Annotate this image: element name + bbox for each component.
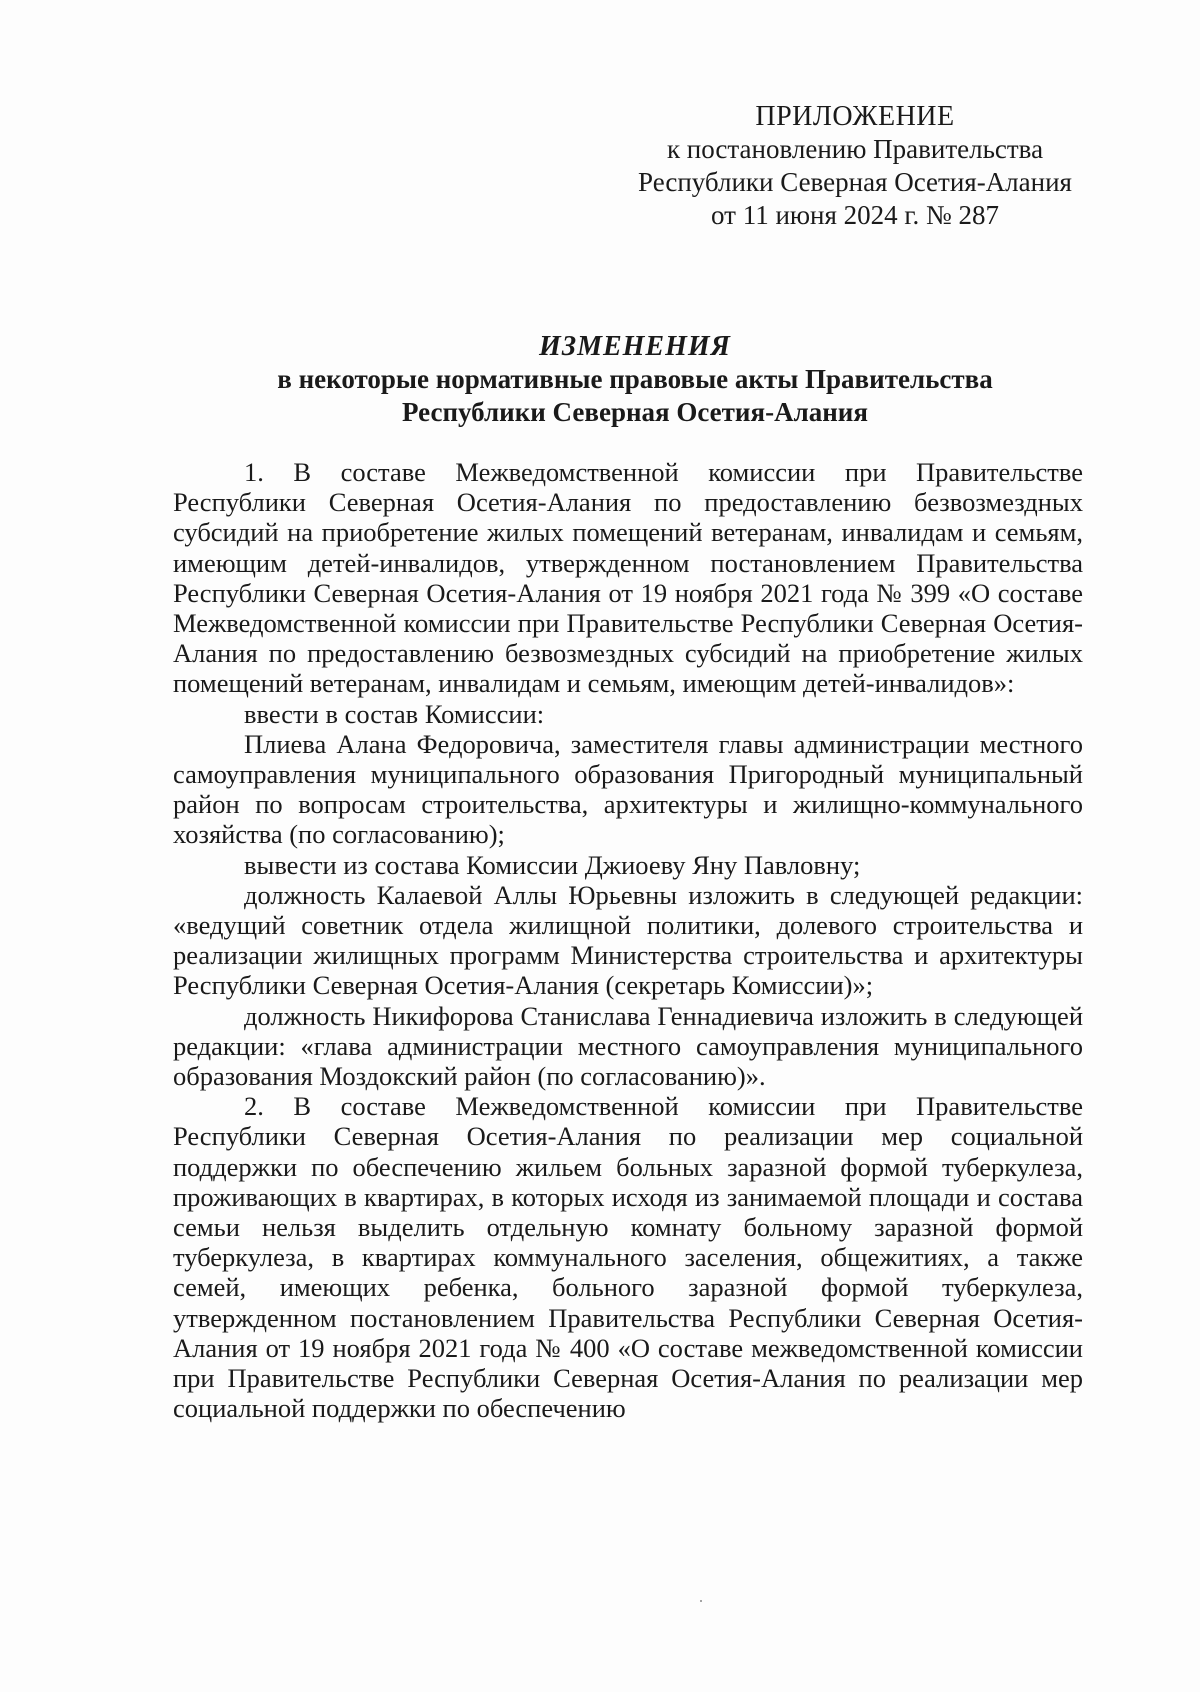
appendix-line-1: к постановлению Правительства xyxy=(666,134,1044,164)
paragraph-pliev: Плиева Алана Федоровича, заместителя главы администрации местного самоуправления муниципального образования Пригородный муниципальный район по вопросам строительства, архитектуры и жилищно-коммунального хозяйства (по согласованию); xyxy=(173,728,1083,850)
document-body xyxy=(173,457,1083,1424)
paragraph-item-1: 1. В составе Межведомственной комиссии при Правительстве Республики Северная Осетия-Алания по предоставлению безвозмездных субсидий на приобретение жилых помещений ветеранам, инвалидам и семьям, имеющим детей-инвалидов, утвержденном постановлением Правительства Республики Северная Осетия-Алания от 19 ноября 2021 года № 399 «О составе Межведомственной комиссии при Правительстве Республики Северная Осетия-Алания по предоставлению безвозмездных субсидий на приобретение жилых помещений ветеранам, инвалидам и семьям, имеющим детей-инвалидов»: xyxy=(173,457,1083,699)
paragraph-item-2: 2. В составе Межведомственной комиссии при Правительстве Республики Северная Осетия-Алания по реализации мер социальной поддержки по обеспечению жильем больных заразной формой туберкулеза, проживающих в квартирах, в которых исходя из занимаемой площади и состава семьи нельзя выделить отдельную комнату больному заразной формой туберкулеза, в квартирах коммунального заселения, общежитиях, а также семей, имеющих ребенка, больного заразной формой туберкулеза, утвержденном постановлением Правительства Республики Северная Осетия-Алания от 19 ноября 2021 года № 400 «О составе межведомственной комиссии при Правительстве Республики Северная Осетия-Алания по реализации мер социальной поддержки по обеспечению xyxy=(173,1091,1083,1424)
appendix-heading: ПРИЛОЖЕНИЕ xyxy=(755,101,955,132)
title-subtitle-1: в некоторые нормативные правовые акты Правительства xyxy=(277,364,993,394)
title-main: ИЗМЕНЕНИЯ xyxy=(539,331,731,362)
appendix-line-3: от 11 июня 2024 г. № 287 xyxy=(711,200,999,230)
appendix-block xyxy=(620,100,1090,232)
document-title xyxy=(170,330,1100,429)
appendix-line-2: Республики Северная Осетия-Алания xyxy=(638,167,1072,197)
paragraph-kalaeva: должность Калаевой Аллы Юрьевны изложить в следующей редакции: «ведущий советник отдела жилищной политики, долевого строительства и реализации жилищных программ Министерства строительства и архитектуры Республики Северная Осетия-Алания (секретарь Комиссии)»; xyxy=(173,879,1083,1001)
paragraph-nikiforov: должность Никифорова Станислава Геннадиевича изложить в следующей редакции: «глава администрации местного самоуправления муниципального образования Моздокский район (по согласованию)». xyxy=(173,1000,1083,1092)
paragraph-remove: вывести из состава Комиссии Джиоеву Яну Павловну; xyxy=(244,849,861,880)
title-subtitle-2: Республики Северная Осетия-Алания xyxy=(402,397,868,427)
scan-speck xyxy=(700,1600,702,1602)
paragraph-introduce: ввести в состав Комиссии: xyxy=(244,698,545,729)
